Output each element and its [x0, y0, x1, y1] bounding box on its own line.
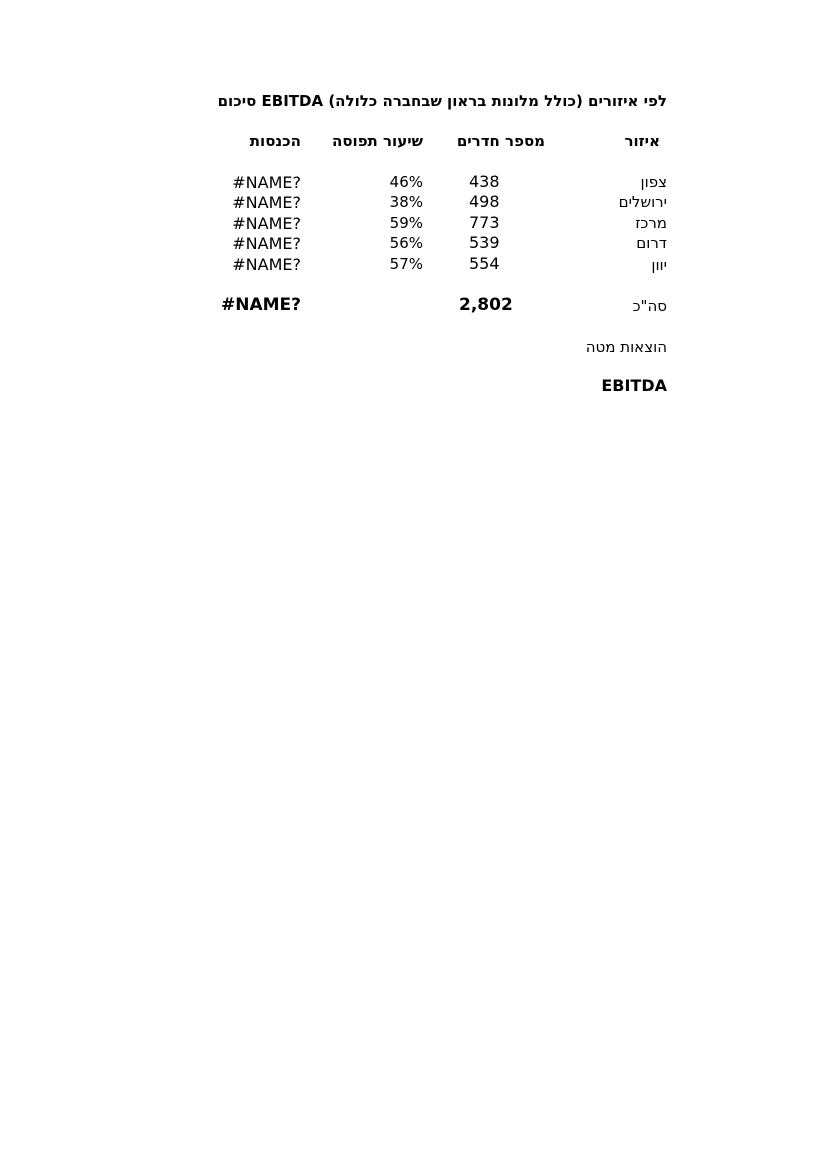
row-occupancy: 46% [389, 173, 423, 191]
overhead-label: הוצאות מטה [585, 338, 667, 356]
row-occupancy: 38% [389, 193, 423, 211]
row-occupancy: 56% [389, 234, 423, 252]
row-rooms: 554 [469, 254, 500, 273]
row-rooms: 539 [469, 233, 500, 252]
row-region: יוון [651, 256, 667, 274]
header-region: איזור [624, 132, 660, 150]
row-region: ירושלים [618, 193, 667, 211]
row-rooms: 773 [469, 213, 500, 232]
ebitda-label: EBITDA [601, 376, 667, 395]
row-revenue: #NAME? [232, 173, 301, 192]
row-occupancy: 57% [389, 255, 423, 273]
page-title: לפי איזורים (כולל מלונות בראון שבחברה כלולה) EBITDA סיכום [217, 92, 667, 110]
row-occupancy: 59% [389, 214, 423, 232]
row-region: צפון [640, 173, 667, 191]
row-revenue: #NAME? [232, 255, 301, 274]
header-occupancy: שיעור תפוסה [332, 132, 423, 150]
row-revenue: #NAME? [232, 234, 301, 253]
row-revenue: #NAME? [232, 214, 301, 233]
total-revenue: #NAME? [220, 295, 301, 315]
row-rooms: 498 [469, 192, 500, 211]
header-rooms: מספר חדרים [456, 132, 545, 150]
header-revenue: הכנסות [249, 132, 301, 150]
total-rooms: 2,802 [459, 295, 513, 315]
row-rooms: 438 [469, 172, 500, 191]
total-label: סה"כ [632, 297, 667, 315]
row-region: מרכז [635, 214, 667, 232]
row-region: דרום [636, 234, 667, 252]
row-revenue: #NAME? [232, 193, 301, 212]
